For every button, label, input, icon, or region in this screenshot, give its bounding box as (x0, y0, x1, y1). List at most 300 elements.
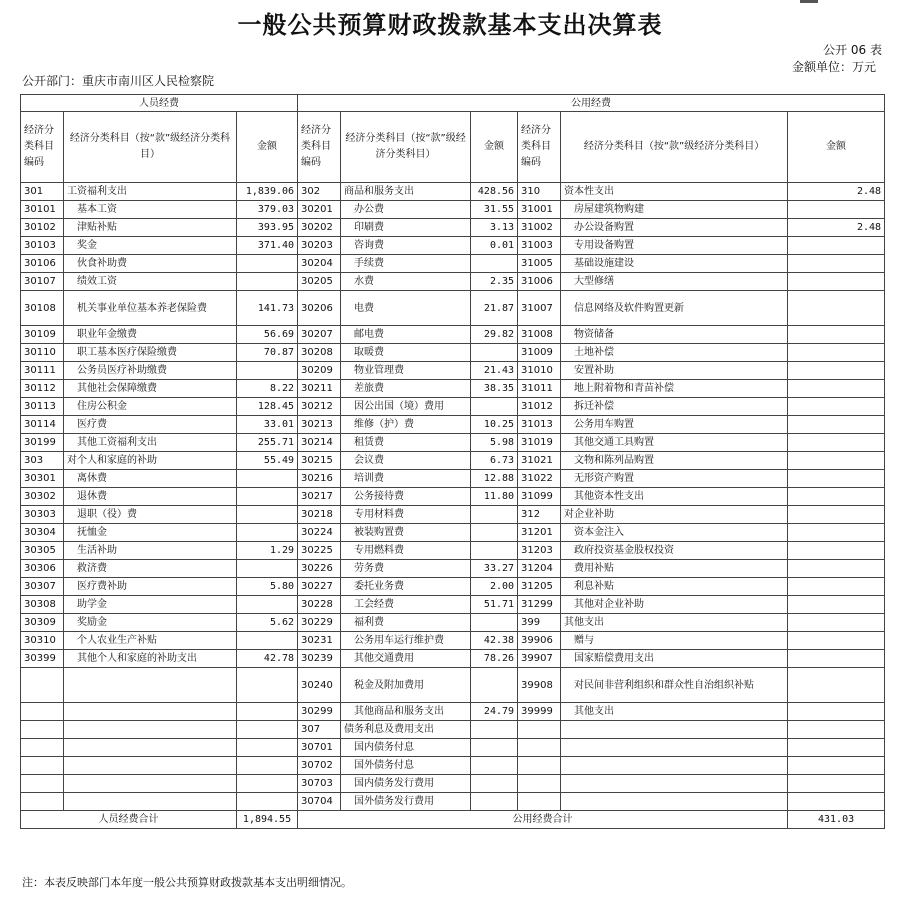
item-code: 303 (21, 452, 64, 470)
item-amount: 21.87 (471, 291, 518, 326)
item-code: 30208 (298, 344, 341, 362)
table-row (21, 255, 885, 273)
item-amount: 428.56 (471, 183, 518, 201)
item-name: 费用补贴 (561, 560, 788, 578)
item-code: 30202 (298, 219, 341, 237)
item-amount (237, 470, 298, 488)
item-code: 30307 (21, 578, 64, 596)
item-amount (237, 255, 298, 273)
item-name: 印刷费 (341, 219, 471, 237)
item-amount: 56.69 (237, 326, 298, 344)
item-amount (788, 273, 885, 291)
item-name (561, 739, 788, 757)
item-amount: 51.71 (471, 596, 518, 614)
item-name: 物资储备 (561, 326, 788, 344)
item-code: 30108 (21, 291, 64, 326)
item-code: 302 (298, 183, 341, 201)
item-name: 安置补助 (561, 362, 788, 380)
item-amount: 78.26 (471, 650, 518, 668)
item-name: 赠与 (561, 632, 788, 650)
item-code: 31013 (518, 416, 561, 434)
item-amount (788, 542, 885, 560)
item-amount: 42.38 (471, 632, 518, 650)
item-amount: 2.48 (788, 183, 885, 201)
item-name (561, 721, 788, 739)
item-name (561, 793, 788, 811)
item-code (21, 668, 64, 703)
item-name: 债务利息及费用支出 (341, 721, 471, 739)
item-amount (471, 614, 518, 632)
item-code: 30224 (298, 524, 341, 542)
item-amount: 379.03 (237, 201, 298, 219)
table-row (21, 398, 885, 416)
item-amount: 0.01 (471, 237, 518, 255)
item-name: 房屋建筑物购建 (561, 201, 788, 219)
item-code: 31019 (518, 434, 561, 452)
header-name: 经济分类科目（按“款”级经济分类科目） (341, 112, 471, 183)
table-row (21, 793, 885, 811)
item-code: 31006 (518, 273, 561, 291)
item-amount (788, 703, 885, 721)
item-code: 39906 (518, 632, 561, 650)
item-amount: 8.22 (237, 380, 298, 398)
table-row (21, 219, 885, 237)
item-code: 30239 (298, 650, 341, 668)
item-code (518, 721, 561, 739)
item-code: 31201 (518, 524, 561, 542)
footnote: 注：本表反映部门本年度一般公共预算财政拨款基本支出明细情况。 (22, 876, 352, 889)
item-code: 30226 (298, 560, 341, 578)
item-name: 其他支出 (561, 703, 788, 721)
table-row (21, 326, 885, 344)
item-amount (788, 757, 885, 775)
item-amount (471, 775, 518, 793)
item-name: 商品和服务支出 (341, 183, 471, 201)
item-name: 奖励金 (64, 614, 237, 632)
item-code: 30228 (298, 596, 341, 614)
item-name: 其他资本性支出 (561, 488, 788, 506)
item-amount (471, 542, 518, 560)
item-amount (788, 506, 885, 524)
item-code: 31001 (518, 201, 561, 219)
item-code: 30701 (298, 739, 341, 757)
form-number: 公开 06 表 (823, 43, 882, 57)
item-amount (788, 775, 885, 793)
item-amount (471, 398, 518, 416)
item-amount (788, 344, 885, 362)
item-amount: 2.00 (471, 578, 518, 596)
item-name: 助学金 (64, 596, 237, 614)
item-code: 31007 (518, 291, 561, 326)
item-name: 其他对企业补助 (561, 596, 788, 614)
item-code: 39999 (518, 703, 561, 721)
table-row (21, 380, 885, 398)
item-amount: 24.79 (471, 703, 518, 721)
item-code: 30302 (21, 488, 64, 506)
amount-unit: 金额单位：万元 (792, 60, 877, 74)
item-code: 31204 (518, 560, 561, 578)
item-name: 工会经费 (341, 596, 471, 614)
table-row (21, 273, 885, 291)
item-code: 30207 (298, 326, 341, 344)
item-code: 30204 (298, 255, 341, 273)
item-name: 资本性支出 (561, 183, 788, 201)
item-amount: 21.43 (471, 362, 518, 380)
table-row (21, 434, 885, 452)
item-name: 培训费 (341, 470, 471, 488)
table-row (21, 739, 885, 757)
item-amount (237, 668, 298, 703)
table-row (21, 362, 885, 380)
item-name: 地上附着物和青苗补偿 (561, 380, 788, 398)
item-code: 30309 (21, 614, 64, 632)
item-name: 维修（护）费 (341, 416, 471, 434)
item-code: 30306 (21, 560, 64, 578)
item-amount (471, 344, 518, 362)
table-row (21, 560, 885, 578)
header-name: 经济分类科目（按“款”级经济分类科目） (64, 112, 237, 183)
header-code: 经济分类科目编码 (518, 112, 561, 183)
table-row (21, 237, 885, 255)
item-code: 30112 (21, 380, 64, 398)
header-amount: 金额 (237, 112, 298, 183)
item-name: 电费 (341, 291, 471, 326)
item-name (64, 775, 237, 793)
item-code: 30205 (298, 273, 341, 291)
item-name: 邮电费 (341, 326, 471, 344)
item-amount (788, 470, 885, 488)
item-code (21, 703, 64, 721)
header-amount: 金额 (788, 112, 885, 183)
item-name: 公务员医疗补助缴费 (64, 362, 237, 380)
item-name: 拆迁补偿 (561, 398, 788, 416)
item-name: 会议费 (341, 452, 471, 470)
item-name: 大型修缮 (561, 273, 788, 291)
item-code: 31205 (518, 578, 561, 596)
item-code: 30107 (21, 273, 64, 291)
item-amount (237, 739, 298, 757)
table-row (21, 614, 885, 632)
item-code: 39907 (518, 650, 561, 668)
item-code: 31012 (518, 398, 561, 416)
item-code (518, 757, 561, 775)
table-row (21, 524, 885, 542)
item-amount (471, 721, 518, 739)
item-name: 公务接待费 (341, 488, 471, 506)
item-amount (788, 398, 885, 416)
table-row (21, 542, 885, 560)
item-name: 因公出国（境）费用 (341, 398, 471, 416)
item-amount: 12.88 (471, 470, 518, 488)
item-code: 30213 (298, 416, 341, 434)
header-amount: 金额 (471, 112, 518, 183)
item-code: 31005 (518, 255, 561, 273)
item-name: 手续费 (341, 255, 471, 273)
table-row (21, 488, 885, 506)
item-amount (237, 721, 298, 739)
item-amount: 1,839.06 (237, 183, 298, 201)
table-row (21, 201, 885, 219)
item-amount (237, 703, 298, 721)
item-code: 30308 (21, 596, 64, 614)
item-code: 30702 (298, 757, 341, 775)
item-amount: 42.78 (237, 650, 298, 668)
item-name: 国外债务付息 (341, 757, 471, 775)
item-code: 399 (518, 614, 561, 632)
item-name: 专用燃料费 (341, 542, 471, 560)
item-amount (788, 380, 885, 398)
item-code: 31022 (518, 470, 561, 488)
item-amount (237, 362, 298, 380)
item-amount: 31.55 (471, 201, 518, 219)
item-code: 31299 (518, 596, 561, 614)
item-name: 救济费 (64, 560, 237, 578)
item-name: 其他交通工具购置 (561, 434, 788, 452)
item-name: 专用材料费 (341, 506, 471, 524)
table-row (21, 470, 885, 488)
item-amount: 141.73 (237, 291, 298, 326)
item-code (21, 721, 64, 739)
item-amount: 2.35 (471, 273, 518, 291)
item-amount: 33.01 (237, 416, 298, 434)
item-code: 30106 (21, 255, 64, 273)
item-name: 劳务费 (341, 560, 471, 578)
item-amount (788, 632, 885, 650)
item-name: 基本工资 (64, 201, 237, 219)
item-code: 30310 (21, 632, 64, 650)
item-amount: 3.13 (471, 219, 518, 237)
item-amount (788, 578, 885, 596)
item-name: 税金及附加费用 (341, 668, 471, 703)
item-name: 租赁费 (341, 434, 471, 452)
table-row (21, 416, 885, 434)
item-code: 301 (21, 183, 64, 201)
section-personnel: 人员经费 (21, 95, 298, 112)
item-code: 31021 (518, 452, 561, 470)
item-amount (788, 739, 885, 757)
item-amount: 6.73 (471, 452, 518, 470)
item-name: 国家赔偿费用支出 (561, 650, 788, 668)
item-name: 取暖费 (341, 344, 471, 362)
item-name: 利息补贴 (561, 578, 788, 596)
item-amount (788, 488, 885, 506)
item-code: 30102 (21, 219, 64, 237)
item-code: 31010 (518, 362, 561, 380)
item-amount (237, 524, 298, 542)
item-amount (788, 650, 885, 668)
personnel-total-amount: 1,894.55 (237, 811, 298, 829)
item-name: 办公设备购置 (561, 219, 788, 237)
item-name (561, 757, 788, 775)
item-name: 机关事业单位基本养老保险费 (64, 291, 237, 326)
item-code: 30206 (298, 291, 341, 326)
item-code (518, 739, 561, 757)
item-name: 公务用车购置 (561, 416, 788, 434)
item-name: 办公费 (341, 201, 471, 219)
item-name: 文物和陈列品购置 (561, 452, 788, 470)
item-name: 奖金 (64, 237, 237, 255)
item-code: 31011 (518, 380, 561, 398)
item-amount (788, 434, 885, 452)
table-row (21, 506, 885, 524)
item-name: 对企业补助 (561, 506, 788, 524)
item-code: 307 (298, 721, 341, 739)
item-amount (237, 560, 298, 578)
item-name: 对个人和家庭的补助 (64, 452, 237, 470)
item-amount (788, 560, 885, 578)
table-row (21, 668, 885, 703)
item-amount (471, 793, 518, 811)
item-code: 31003 (518, 237, 561, 255)
item-name: 物业管理费 (341, 362, 471, 380)
item-name (64, 721, 237, 739)
item-amount (788, 201, 885, 219)
item-code: 312 (518, 506, 561, 524)
item-code: 30216 (298, 470, 341, 488)
item-amount (788, 255, 885, 273)
item-amount (237, 632, 298, 650)
item-name: 职工基本医疗保险缴费 (64, 344, 237, 362)
item-code: 30199 (21, 434, 64, 452)
item-amount: 5.98 (471, 434, 518, 452)
item-name: 土地补偿 (561, 344, 788, 362)
item-name: 福利费 (341, 614, 471, 632)
item-code: 30304 (21, 524, 64, 542)
item-code (518, 793, 561, 811)
item-name: 基础设施建设 (561, 255, 788, 273)
item-name: 其他商品和服务支出 (341, 703, 471, 721)
item-name: 退职（役）费 (64, 506, 237, 524)
item-code: 30227 (298, 578, 341, 596)
corner-mark (800, 0, 818, 3)
item-code: 30305 (21, 542, 64, 560)
header-code: 经济分类科目编码 (298, 112, 341, 183)
item-amount: 128.45 (237, 398, 298, 416)
item-amount (471, 739, 518, 757)
item-code: 39908 (518, 668, 561, 703)
item-code: 30215 (298, 452, 341, 470)
item-code: 30303 (21, 506, 64, 524)
item-name: 水费 (341, 273, 471, 291)
item-code: 30114 (21, 416, 64, 434)
item-code: 30240 (298, 668, 341, 703)
item-name: 医疗费 (64, 416, 237, 434)
item-code (21, 739, 64, 757)
item-name: 伙食补助费 (64, 255, 237, 273)
item-amount (471, 668, 518, 703)
item-name: 其他工资福利支出 (64, 434, 237, 452)
item-code: 30217 (298, 488, 341, 506)
item-name: 职业年金缴费 (64, 326, 237, 344)
item-name: 专用设备购置 (561, 237, 788, 255)
item-amount: 5.80 (237, 578, 298, 596)
item-name: 国外债务发行费用 (341, 793, 471, 811)
table-row (21, 344, 885, 362)
item-amount (788, 326, 885, 344)
item-code: 31008 (518, 326, 561, 344)
item-code: 30209 (298, 362, 341, 380)
expenditure-table (20, 94, 885, 829)
item-name: 委托业务费 (341, 578, 471, 596)
section-public: 公用经费 (298, 95, 885, 112)
item-code: 30212 (298, 398, 341, 416)
item-name: 津贴补贴 (64, 219, 237, 237)
item-amount (788, 362, 885, 380)
item-amount: 5.62 (237, 614, 298, 632)
item-name (64, 703, 237, 721)
item-code: 30218 (298, 506, 341, 524)
item-amount: 38.35 (471, 380, 518, 398)
item-name: 个人农业生产补贴 (64, 632, 237, 650)
item-amount: 2.48 (788, 219, 885, 237)
item-code: 30111 (21, 362, 64, 380)
item-name: 住房公积金 (64, 398, 237, 416)
item-code: 31203 (518, 542, 561, 560)
item-amount (237, 506, 298, 524)
item-code (21, 775, 64, 793)
table-row (21, 757, 885, 775)
table-row (21, 578, 885, 596)
personnel-total-label: 人员经费合计 (21, 811, 237, 829)
item-name: 抚恤金 (64, 524, 237, 542)
item-code: 30399 (21, 650, 64, 668)
item-code: 30101 (21, 201, 64, 219)
item-name: 差旅费 (341, 380, 471, 398)
header-code: 经济分类科目编码 (21, 112, 64, 183)
item-amount: 393.95 (237, 219, 298, 237)
item-name (64, 757, 237, 775)
item-amount: 55.49 (237, 452, 298, 470)
item-amount: 371.40 (237, 237, 298, 255)
item-amount (788, 614, 885, 632)
item-name: 生活补助 (64, 542, 237, 560)
item-amount (788, 721, 885, 739)
table-row (21, 596, 885, 614)
item-code: 31099 (518, 488, 561, 506)
item-amount (788, 452, 885, 470)
item-name: 绩效工资 (64, 273, 237, 291)
item-code: 31002 (518, 219, 561, 237)
item-amount (788, 416, 885, 434)
item-amount (788, 668, 885, 703)
item-code: 30109 (21, 326, 64, 344)
item-code (21, 757, 64, 775)
item-code: 30211 (298, 380, 341, 398)
item-name: 其他交通费用 (341, 650, 471, 668)
item-amount: 10.25 (471, 416, 518, 434)
table-row (21, 632, 885, 650)
item-code: 30225 (298, 542, 341, 560)
table-row (21, 291, 885, 326)
item-name: 公务用车运行维护费 (341, 632, 471, 650)
item-code: 30229 (298, 614, 341, 632)
item-code (21, 793, 64, 811)
item-code: 310 (518, 183, 561, 201)
item-amount (788, 596, 885, 614)
item-name: 国内债务付息 (341, 739, 471, 757)
item-amount (237, 793, 298, 811)
table-row (21, 183, 885, 201)
item-amount: 255.71 (237, 434, 298, 452)
item-code (518, 775, 561, 793)
item-name: 其他个人和家庭的补助支出 (64, 650, 237, 668)
item-name (64, 668, 237, 703)
table-row (21, 775, 885, 793)
item-amount (471, 524, 518, 542)
item-code: 30704 (298, 793, 341, 811)
item-code: 30703 (298, 775, 341, 793)
item-amount (471, 255, 518, 273)
